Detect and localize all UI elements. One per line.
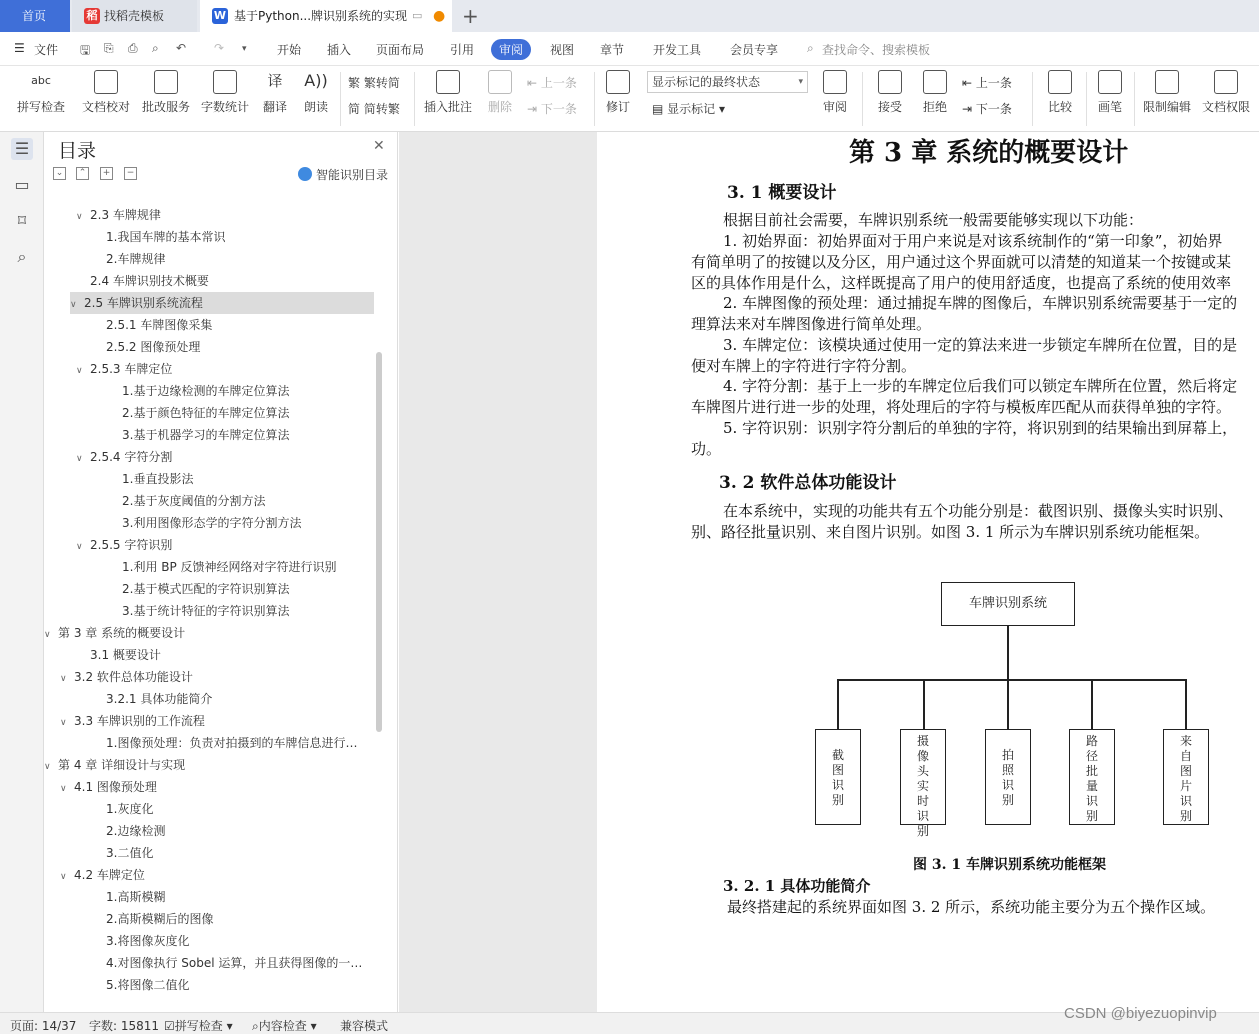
doc-rights-button[interactable] [1198,70,1254,115]
chevron-down-icon[interactable]: ∨ [60,872,67,882]
paragraph: 根据目前社会需要，车牌识别系统一般需要能够实现以下功能： [723,211,1144,229]
writer-logo-icon: W [213,9,227,22]
toc-item[interactable]: ∨ 3.3 车牌识别的工作流程 [60,710,368,732]
toc-item[interactable]: 2.5.2 图像预处理 [106,340,201,354]
document-area [399,132,1259,1012]
divider [414,72,415,126]
diagram-child-label: 拍 照 识 别 [1001,748,1014,807]
menu-insert[interactable]: 插入 [327,43,352,57]
toc-item[interactable]: ∨ 2.3 车牌规律 [76,204,368,226]
translate-label: 翻译 [262,100,287,114]
doc-proof-icon [94,70,118,94]
diagram-child-box [815,729,861,825]
simp-to-trad-button[interactable] [348,100,400,117]
section-heading-3-2-1: 3. 2. 1 具体功能简介 [723,877,871,895]
chevron-down-icon[interactable]: ∨ [76,212,83,222]
close-icon[interactable]: ✕ [373,138,385,154]
chevron-down-icon: ▾ [798,77,803,87]
compare-button[interactable] [1040,70,1080,115]
smart-toc-button[interactable] [298,166,388,183]
insert-comment-icon [436,70,460,94]
paragraph: 最终搭建起的系统界面如图 3. 2 所示，系统功能主要分为五个操作区域。 [727,898,1216,916]
read-aloud-label: 朗读 [303,100,328,114]
toc-item[interactable]: 1.灰度化 [106,802,154,816]
doc-proof-button[interactable] [80,70,132,115]
menu-reference[interactable]: 引用 [450,43,475,57]
diagram-connector [837,680,839,730]
toc-item[interactable]: 1.基于边缘检测的车牌定位算法 [122,384,290,398]
doc-rights-label: 文档权限 [1201,100,1250,114]
chevron-down-icon[interactable]: ∨ [60,784,67,794]
toc-panel-icon[interactable]: ☰ [11,138,33,160]
word-count-label: 字数统计 [200,100,249,114]
paragraph: 车牌图片进行进一步的处理，将处理后的字符与模板库匹配从而获得单独的字符。 [691,398,1232,416]
show-markup-button[interactable]: ▤ 显示标记 ▾ [652,102,726,116]
chevron-down-icon[interactable]: ∨ [60,674,67,684]
menu-layout[interactable]: 页面布局 [376,43,425,57]
ink-label: 画笔 [1097,100,1122,114]
markup-state-value: 显示标记的最终状态 [652,75,761,89]
tab-document[interactable] [200,0,452,32]
toc-item[interactable]: 2.边缘检测 [106,824,166,838]
spell-check-status-label: 拼写检查 [174,1019,223,1033]
insert-comment-button[interactable] [422,70,474,115]
reject-label: 拒绝 [922,100,947,114]
paragraph: 有简单明了的按键以及分区，用户通过这个界面就可以清楚的知道某一个按键或某 [691,253,1232,271]
menu-file[interactable]: 文件 [34,43,59,57]
paragraph: 3. 车牌定位：该模块通过使用一定的算法来进一步锁定车牌所在位置，目的是 [723,336,1238,354]
toc-item[interactable]: ∨ 第 4 章 详细设计与实现 [44,754,368,776]
ai-icon [298,167,312,181]
paragraph: 便对车牌上的字符进行字符分割。 [691,357,917,375]
diagram-connector [1185,680,1187,730]
tab-bar [0,0,1259,32]
toc-title: 目录 [58,140,97,162]
hamburger-icon[interactable]: ☰ [14,41,25,55]
diagram-connector [1091,680,1093,730]
diagram-connector [837,679,1187,681]
paragraph: 理算法来对车牌图像进行简单处理。 [691,315,932,333]
toc-item[interactable]: 2.基于灰度阈值的分割方法 [122,494,266,508]
toc-item[interactable]: ∨ 第 3 章 系统的概要设计 [44,622,368,644]
revise-button[interactable] [600,70,636,115]
toc-item[interactable]: ∨ 2.5.3 车牌定位 [76,358,368,380]
divider [1134,72,1135,126]
diagram-connector [923,680,925,730]
toc-item[interactable]: 1.垂直投影法 [122,472,194,486]
review-pane-icon [823,70,847,94]
prev-comment-label: 上一条 [540,76,577,90]
menu-start[interactable]: 开始 [277,43,302,57]
divider [1086,72,1087,126]
command-search[interactable]: 查找命令、搜索模板 [822,43,931,57]
diagram-child-box [985,729,1031,825]
word-count-icon [213,70,237,94]
bookmark-icon[interactable]: ⌑ [17,211,27,230]
menu-section[interactable]: 章节 [600,43,625,57]
toc-item[interactable]: 1.高斯模糊 [106,890,166,904]
annotate-service-icon [154,70,178,94]
next-change-icon: ⇥ [962,102,973,116]
markup-state-select[interactable] [647,71,808,93]
read-aloud-button[interactable] [300,70,332,115]
chevron-down-icon[interactable]: ∨ [70,300,77,310]
simp-to-trad-label: 简转繁 [363,102,400,116]
unsaved-dot-icon: ● [433,8,446,24]
menu-member[interactable]: 会员专享 [730,43,779,57]
save-icon[interactable]: 🖫 [80,43,91,57]
toc-item[interactable]: 3.将图像灰度化 [106,934,190,948]
paragraph: 2. 车牌图像的预处理：通过捕捉车牌的图像后，车牌识别系统需要基于一定的 [723,294,1238,312]
remove-heading-icon[interactable]: − [124,167,137,180]
toc-item[interactable]: ∨ 2.5 车牌识别系统流程 [70,292,374,314]
diagram-root-label: 车牌识别系统 [968,596,1047,611]
delete-comment-button[interactable] [480,70,520,115]
nav-icon-strip [0,132,44,1012]
word-count-button[interactable] [199,70,251,115]
divider [1032,72,1033,126]
reject-button[interactable] [915,70,955,115]
delete-comment-icon [488,70,512,94]
simp-to-trad-icon: 简 [348,102,361,116]
figure-caption: 图 3. 1 车牌识别系统功能框架 [913,857,1106,873]
next-comment-button[interactable] [527,100,577,117]
toc-item[interactable]: 2.高斯模糊后的图像 [106,912,214,926]
menu-view[interactable]: 视图 [550,43,575,57]
redo-icon[interactable]: ↷ [214,41,225,55]
search-icon: ⌕ [807,41,814,55]
toc-item[interactable]: 2.基于模式匹配的字符识别算法 [122,582,290,596]
insert-comment-label: 插入批注 [423,100,472,114]
toc-item[interactable]: 1.利用 BP 反馈神经网络对字符进行识别 [122,560,337,574]
watermark: CSDN @biyezuopinvip [1064,1005,1217,1022]
add-heading-icon[interactable]: + [100,167,113,180]
chapter-heading: 第 3 章 系统的概要设计 [849,138,1129,168]
next-comment-icon: ⇥ [527,102,538,116]
diagram-child-label: 截 图 识 别 [831,748,844,807]
toc-item[interactable]: 3.2.1 具体功能简介 [106,692,213,706]
chevron-down-icon[interactable]: ∨ [76,542,83,552]
toc-item[interactable]: 2.4 车牌识别技术概要 [90,274,209,288]
diagram-child-label: 来 自 图 片 识 别 [1179,734,1192,823]
spell-check-button[interactable] [10,70,72,115]
content-check-toggle[interactable]: ⌕内容检查 ▾ [252,1019,317,1033]
diagram-root-box [941,582,1075,626]
accept-label: 接受 [877,100,902,114]
word-count-indicator[interactable]: 字数: 15811 [89,1019,160,1033]
prev-change-button[interactable] [962,74,1012,91]
paragraph: 1. 初始界面：初始界面对于用户来说是对该系统制作的“第一印象”，初始界 [723,232,1223,250]
monitor-icon[interactable]: ▭ [412,9,423,22]
restrict-edit-label: 限制编辑 [1142,100,1191,114]
read-aloud-icon: A)) [304,71,328,90]
toc-item[interactable]: 1.图像预处理：负责对拍摄到的车牌信息进行… [106,736,358,750]
show-markup-label: 显示标记 [667,102,716,116]
toc-item[interactable]: 2.车牌规律 [106,252,166,266]
spell-check-toggle[interactable]: ☑拼写检查 ▾ [164,1019,233,1033]
content-check-icon: ⌕ [252,1019,259,1033]
next-change-label: 下一条 [975,102,1012,116]
menu-review[interactable]: 审阅 [491,39,531,60]
doc-rights-icon [1214,70,1238,94]
diagram-child-box [900,729,946,838]
smart-toc-label: 智能识别目录 [316,168,389,182]
diagram-connector [1007,680,1009,730]
print-icon[interactable]: ⎙ [128,41,138,55]
delete-comment-label: 删除 [487,100,512,114]
menu-bar [0,32,1259,66]
docer-logo-icon: 稻 [84,8,100,24]
toc-item[interactable]: 3.基于统计特征的字符识别算法 [122,604,290,618]
paragraph: 区的具体作用是什么，这样既提高了用户的使用舒适度，也提高了系统的使用效率 [691,274,1232,292]
review-pane-label: 审阅 [822,100,847,114]
toc-panel [46,132,398,1012]
chevron-down-icon[interactable]: ∨ [60,718,67,728]
doc-proof-label: 文档校对 [81,100,130,114]
section-heading-3-1: 3. 1 概要设计 [727,183,837,203]
search-icon[interactable]: ⌕ [17,247,27,266]
next-change-button[interactable] [962,100,1012,117]
paragraph: 功。 [691,440,722,458]
toc-item[interactable]: ∨ 2.5.4 字符分割 [76,446,368,468]
divider [594,72,595,126]
toc-item[interactable]: 2.基于颜色特征的车牌定位算法 [122,406,290,420]
toc-scrollbar[interactable] [376,352,382,732]
checkbox-icon: ☑ [164,1019,175,1033]
export-icon[interactable]: ⎘ [104,41,114,55]
expand-up-icon[interactable]: ⌃ [76,167,89,180]
preview-icon[interactable]: ⌕ [152,41,159,55]
compat-mode-label: 兼容模式 [340,1019,389,1033]
tab-template-label: 找稻壳模板 [104,9,165,23]
accept-icon [878,70,902,94]
chevron-down-icon[interactable]: ∨ [44,630,51,640]
compare-label: 比较 [1047,100,1072,114]
diagram-child-box [1163,729,1209,825]
chapter-nav-icon[interactable]: ▭ [14,175,30,194]
toc-item[interactable]: 3.利用图像形态学的字符分割方法 [122,516,302,530]
toc-item[interactable]: 4.对图像执行 Sobel 运算，并且获得图像的一… [106,956,363,970]
pen-icon [1098,70,1122,94]
toc-item[interactable]: 3.基于机器学习的车牌定位算法 [122,428,290,442]
trad-to-simp-label: 繁转简 [363,76,400,90]
revise-label: 修订 [605,100,630,114]
revise-icon [606,70,630,94]
translate-icon: 译 [267,72,283,90]
toc-item[interactable]: ∨ 2.5.5 字符识别 [76,534,368,556]
document-page[interactable] [597,132,1259,1012]
toc-item[interactable]: 2.5.1 车牌图像采集 [106,318,213,332]
reject-icon [923,70,947,94]
next-comment-label: 下一条 [540,102,577,116]
chevron-down-icon[interactable]: ∨ [76,366,83,376]
prev-change-icon: ⇤ [962,76,973,90]
tab-template[interactable] [72,0,197,32]
diagram-child-label: 路 径 批 量 识 别 [1085,734,1098,823]
prev-comment-button[interactable] [527,74,577,91]
tab-home[interactable]: 首页 [0,0,70,32]
paragraph: 4. 字符分割：基于上一步的车牌定位后我们可以锁定车牌所在位置，然后将定 [723,377,1238,395]
undo-icon[interactable]: ↶ [176,41,187,55]
paragraph: 5. 字符识别：识别字符分割后的单独的字符，将识别到的结果输出到屏幕上， [723,419,1238,437]
ink-button[interactable] [1092,70,1128,115]
compare-icon [1048,70,1072,94]
toc-item[interactable]: 3.二值化 [106,846,154,860]
chevron-down-icon[interactable]: ∨ [76,454,83,464]
paragraph: 在本系统中，实现的功能共有五个功能分别是：截图识别、摄像头实时识别、 [723,502,1234,520]
annotate-service-label: 批改服务 [141,100,190,114]
section-heading-3-2: 3. 2 软件总体功能设计 [719,473,897,493]
spell-check-icon: abc [31,74,51,87]
collapse-all-icon[interactable]: ⌄ [53,167,66,180]
divider [862,72,863,126]
page-indicator[interactable]: 页面: 14/37 [10,1019,77,1033]
trad-to-simp-button[interactable] [348,74,400,91]
prev-comment-icon: ⇤ [527,76,538,90]
chevron-down-icon[interactable]: ∨ [44,762,51,772]
diagram-child-box [1069,729,1115,825]
toc-item[interactable]: ∨ 4.1 图像预处理 [60,776,368,798]
lock-icon [1155,70,1179,94]
trad-to-simp-icon: 繁 [348,76,361,90]
accept-button[interactable] [870,70,910,115]
annotate-service-button[interactable] [140,70,192,115]
prev-change-label: 上一条 [975,76,1012,90]
paragraph: 别、路径批量识别、来自图片识别。如图 3. 1 所示为车牌识别系统功能框架。 [691,523,1210,541]
menu-devtools[interactable]: 开发工具 [653,43,702,57]
toc-item[interactable]: ∨ 3.2 软件总体功能设计 [60,666,368,688]
diagram-child-label: 摄 像 头 实 时 识 别 [916,734,929,838]
review-ribbon [0,66,1259,132]
content-check-label: 内容检查 [258,1019,307,1033]
new-tab-button[interactable]: + [462,4,479,28]
toc-item[interactable]: 3.1 概要设计 [90,648,161,662]
tab-document-label: 基于Python...牌识别系统的实现 [234,9,408,23]
show-markup-icon: ▤ [652,102,664,116]
translate-button[interactable] [257,70,293,115]
review-pane-button[interactable] [815,70,855,115]
toc-item[interactable]: ∨ 4.2 车牌定位 [60,864,368,886]
divider [340,72,341,126]
toc-item[interactable]: 5.将图像二值化 [106,978,190,992]
diagram-connector [1007,626,1009,680]
restrict-edit-button[interactable] [1140,70,1194,115]
quick-access-chevron-icon[interactable]: ▾ [242,44,247,54]
toc-item[interactable]: 1.我国车牌的基本常识 [106,230,226,244]
spell-check-label: 拼写检查 [16,100,65,114]
